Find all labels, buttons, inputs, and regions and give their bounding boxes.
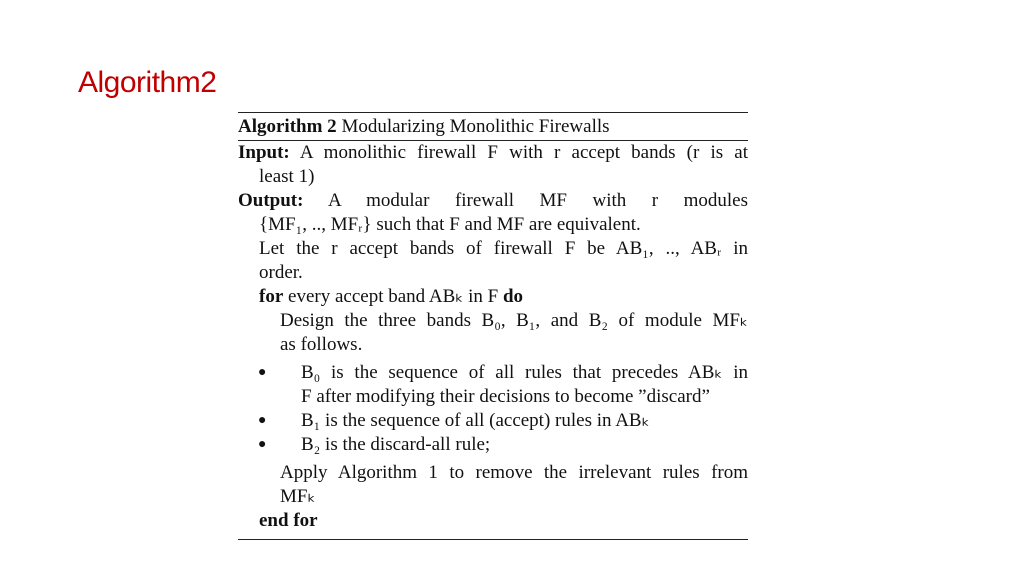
end-for-line: end for xyxy=(259,510,318,531)
algorithm-box xyxy=(238,112,748,540)
bullet-dot-icon: ● xyxy=(258,413,267,428)
bullet-text: B₁ is the sequence of all (accept) rules in ABₖ xyxy=(301,410,650,431)
let-line: Let the r accept bands of firewall F be AB₁, .., ABᵣ in xyxy=(259,238,748,259)
bullet-dot-icon: ● xyxy=(258,437,267,452)
bottom-rule xyxy=(238,539,748,540)
for-keyword: for xyxy=(259,286,284,307)
apply-line: Apply Algorithm 1 to remove the irrelevant rules from xyxy=(280,462,748,483)
output-text: A modular firewall MF with r modules xyxy=(327,190,748,211)
slide-title: Algorithm2 xyxy=(78,66,217,99)
bullet-continuation: F after modifying their decisions to become ”discard” xyxy=(301,386,710,407)
algorithm-header xyxy=(238,113,748,140)
let-continuation: order. xyxy=(259,262,303,283)
for-text: every accept band ABₖ in F xyxy=(288,286,499,307)
algorithm-label: Algorithm 2 xyxy=(238,116,337,137)
input-text: A monolithic firewall F with r accept bands (r is at xyxy=(299,142,748,163)
input-keyword: Input: xyxy=(238,142,290,163)
do-keyword: do xyxy=(502,286,524,307)
bullet-text: B₂ is the discard-all rule; xyxy=(301,434,491,455)
design-continuation: as follows. xyxy=(280,334,363,355)
input-line xyxy=(238,141,748,165)
input-continuation: least 1) xyxy=(259,166,315,187)
design-line: Design the three bands B₀, B₁, and B₂ of module MFₖ xyxy=(280,310,748,331)
bullet-item xyxy=(238,361,748,409)
algorithm-name: Modularizing Monolithic Firewalls xyxy=(341,116,610,137)
output-continuation: {MF₁, .., MFᵣ} such that F and MF are equivalent. xyxy=(259,214,641,235)
output-line xyxy=(238,189,748,213)
bullet-dot-icon: ● xyxy=(258,365,267,380)
bullet-text: B₀ is the sequence of all rules that precedes ABₖ in xyxy=(301,362,748,383)
bullet-item xyxy=(238,409,748,433)
bullet-item xyxy=(238,433,748,457)
for-line xyxy=(238,285,748,309)
output-keyword: Output: xyxy=(238,190,304,211)
apply-continuation: MFₖ xyxy=(280,486,316,507)
